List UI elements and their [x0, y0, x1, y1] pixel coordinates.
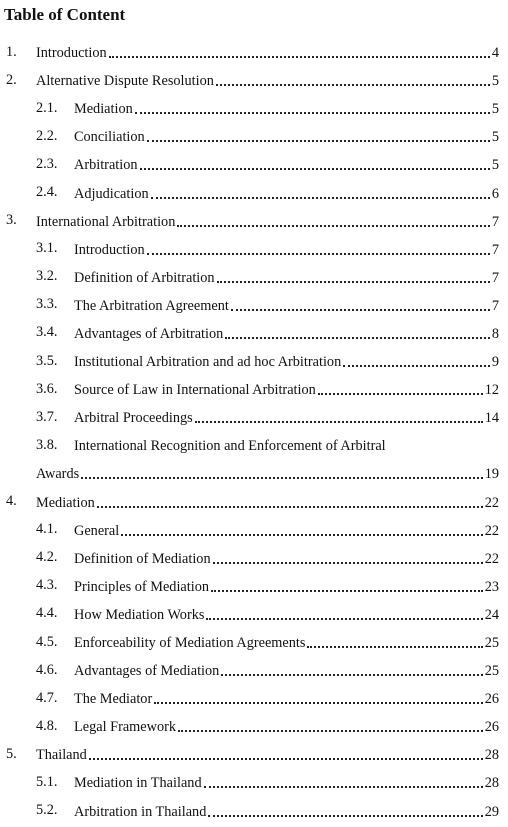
toc-entry-title[interactable]: Source of Law in International Arbitration [74, 382, 316, 399]
dot-leader [216, 84, 490, 86]
toc-entry-line [74, 548, 499, 568]
toc-entry-title[interactable]: Awards [36, 466, 80, 483]
toc-entry-page: 23 [484, 578, 499, 595]
toc-entry-page: 4 [491, 45, 499, 62]
toc-entry-title[interactable]: General [74, 522, 120, 539]
toc-entry-title[interactable]: The Arbitration Agreement [74, 297, 229, 314]
toc-entry-title[interactable]: Arbitral Proceedings [74, 410, 193, 427]
toc-entry[interactable] [0, 572, 508, 600]
toc-entry-title[interactable]: Legal Framework [74, 719, 177, 736]
toc-entry-title[interactable]: Advantages of Arbitration [74, 325, 224, 342]
toc-entry-number: 3. [6, 212, 17, 229]
toc-entry-line [74, 98, 499, 118]
dot-leader [208, 815, 482, 817]
toc-entry-line [36, 211, 499, 231]
toc-entry-line [74, 716, 499, 736]
toc-entry-line [74, 520, 499, 540]
toc-entry-page: 26 [484, 691, 499, 708]
dot-leader [307, 646, 482, 648]
dot-leader [195, 421, 483, 423]
dot-leader [109, 56, 490, 58]
toc-entry-line [74, 267, 499, 287]
toc-entry-page: 25 [484, 635, 499, 652]
dot-leader [206, 618, 482, 620]
toc-entry[interactable] [0, 459, 508, 487]
toc-entry-title[interactable]: How Mediation Works [74, 606, 205, 623]
toc-entry-line [74, 183, 499, 203]
toc-entry[interactable] [0, 600, 508, 628]
dot-leader [140, 168, 490, 170]
toc-entry-number: 3.1. [36, 240, 58, 257]
toc-entry-number: 1. [6, 43, 17, 60]
toc-entry-title[interactable]: Principles of Mediation [74, 578, 210, 595]
toc-entry-line [74, 295, 499, 315]
toc-entry-number: 4. [6, 493, 17, 510]
toc-entry[interactable] [0, 375, 508, 403]
toc-entry-number: 2.4. [36, 184, 58, 201]
dot-leader [343, 365, 490, 367]
dot-leader [135, 112, 490, 114]
toc-entry-line [74, 407, 499, 427]
toc-entry-page: 22 [484, 494, 499, 511]
toc-entry-title[interactable]: Mediation in Thailand [74, 775, 202, 792]
toc-entry[interactable] [0, 150, 508, 178]
toc-entry-title[interactable]: Arbitration [74, 157, 138, 174]
dot-leader [213, 562, 483, 564]
toc-entry-line [74, 323, 499, 343]
dot-leader [178, 730, 483, 732]
toc-entry-title[interactable]: The Mediator [74, 691, 153, 708]
dot-leader [147, 253, 490, 255]
dot-leader [221, 674, 482, 676]
toc-entry-line [74, 351, 499, 371]
dot-leader [89, 758, 483, 760]
toc-entry-title[interactable]: Conciliation [74, 129, 145, 146]
toc-entry-page: 7 [491, 213, 499, 230]
toc-entry-page: 7 [491, 269, 499, 286]
toc-entry[interactable] [0, 740, 508, 768]
toc-entry-page: 22 [484, 522, 499, 539]
toc-entry-line [74, 126, 499, 146]
dot-leader [231, 309, 490, 311]
toc-entry-page: 7 [491, 297, 499, 314]
toc-entry-number: 4.4. [36, 605, 58, 622]
toc-entry-page: 28 [484, 747, 499, 764]
toc-entry-number: 4.7. [36, 689, 58, 706]
toc-entry[interactable] [0, 207, 508, 235]
toc-entry-page: 19 [484, 466, 499, 483]
dot-leader [177, 225, 489, 227]
toc-entry-number: 5. [6, 745, 17, 762]
toc-entry-number: 2. [6, 71, 17, 88]
toc-entry-page: 5 [491, 73, 499, 90]
toc-entry-number: 3.2. [36, 268, 58, 285]
toc-entry-page: 6 [491, 185, 499, 202]
toc-entry-page: 29 [484, 803, 499, 820]
toc-entry[interactable] [0, 291, 508, 319]
toc-entry-title[interactable]: Alternative Dispute Resolution [36, 73, 214, 90]
toc-entry-title[interactable]: Mediation [74, 101, 133, 118]
toc-entry-title[interactable]: International Recognition and Enforcement of Arbitral [74, 438, 386, 455]
toc-entry-title[interactable]: Institutional Arbitration and ad hoc Arbitration [74, 354, 342, 371]
toc-entry[interactable] [0, 347, 508, 375]
toc-entry[interactable] [0, 178, 508, 206]
toc-entry[interactable] [0, 235, 508, 263]
toc-entry-title[interactable]: Adjudication [74, 185, 149, 202]
toc-entry-line [36, 492, 499, 512]
toc-entry[interactable] [0, 516, 508, 544]
toc-entry[interactable] [0, 403, 508, 431]
toc-entry[interactable] [0, 38, 508, 66]
toc-entry-page: 9 [491, 354, 499, 371]
toc-entry-page: 24 [484, 606, 499, 623]
toc-entry-line [74, 239, 499, 259]
toc-entry-line [74, 435, 499, 455]
toc-entry-title[interactable]: Definition of Arbitration [74, 269, 215, 286]
toc-entry[interactable] [0, 544, 508, 572]
toc-entry-page: 5 [491, 101, 499, 118]
toc-entry-page: 7 [491, 241, 499, 258]
toc-entry-line [74, 604, 499, 624]
toc-entry[interactable] [0, 94, 508, 122]
toc-entry[interactable] [0, 319, 508, 347]
toc-entry-page: 5 [491, 129, 499, 146]
dot-leader [225, 337, 490, 339]
toc-entry-number: 4.8. [36, 717, 58, 734]
toc-entry-line [36, 744, 499, 764]
page-title: Table of Content [4, 5, 126, 24]
toc-entry-number: 4.5. [36, 633, 58, 650]
toc-entry-title[interactable]: Arbitration in Thailand [74, 803, 207, 820]
toc-entry-line [74, 772, 499, 792]
dot-leader [217, 281, 490, 283]
toc-entry-page: 5 [491, 157, 499, 174]
toc-entry-line [36, 463, 499, 483]
toc-entry-number: 4.2. [36, 549, 58, 566]
toc-entry-number: 5.2. [36, 802, 58, 819]
toc-entry-number: 3.5. [36, 352, 58, 369]
toc-entry-page: 28 [484, 775, 499, 792]
dot-leader [97, 506, 483, 508]
toc-entry-number: 2.2. [36, 127, 58, 144]
dot-leader [154, 702, 482, 704]
toc-entry[interactable] [0, 712, 508, 740]
dot-leader [81, 477, 483, 479]
toc-entry-page: 26 [484, 719, 499, 736]
toc-entry-title[interactable]: Enforceability of Mediation Agreements [74, 635, 306, 652]
toc-entry-number: 2.1. [36, 99, 58, 116]
toc-entry[interactable] [0, 431, 508, 459]
dot-leader [121, 534, 482, 536]
dot-leader [211, 590, 483, 592]
toc-entry-title[interactable]: Definition of Mediation [74, 550, 211, 567]
toc-entry-page: 25 [484, 663, 499, 680]
toc-entry-number: 4.6. [36, 661, 58, 678]
toc-entry-page: 8 [491, 325, 499, 342]
toc-entry-line [74, 379, 499, 399]
table-of-contents [0, 38, 508, 825]
toc-entry-number: 3.8. [36, 436, 58, 453]
toc-entry[interactable] [0, 797, 508, 825]
toc-entry[interactable] [0, 122, 508, 150]
toc-entry[interactable] [0, 656, 508, 684]
dot-leader [147, 140, 490, 142]
toc-entry-title[interactable]: Advantages of Mediation [74, 663, 220, 680]
toc-entry-number: 3.6. [36, 380, 58, 397]
dot-leader [318, 393, 483, 395]
toc-entry-line [74, 154, 499, 174]
toc-entry[interactable] [0, 488, 508, 516]
toc-entry-line [74, 688, 499, 708]
toc-entry-title[interactable]: Thailand [36, 747, 87, 764]
toc-entry[interactable] [0, 66, 508, 94]
toc-entry-page: 14 [484, 410, 499, 427]
toc-entry-number: 5.1. [36, 773, 58, 790]
toc-entry-number: 3.7. [36, 408, 58, 425]
toc-entry-title[interactable]: Mediation [36, 494, 95, 511]
toc-entry-number: 2.3. [36, 155, 58, 172]
toc-entry-number: 3.4. [36, 324, 58, 341]
toc-entry-line [36, 70, 499, 90]
toc-entry-number: 4.3. [36, 577, 58, 594]
dot-leader [204, 786, 483, 788]
toc-entry-title[interactable]: International Arbitration [36, 213, 176, 230]
toc-entry[interactable] [0, 263, 508, 291]
toc-entry-line [74, 660, 499, 680]
toc-entry-line [36, 42, 499, 62]
toc-entry-page: 12 [484, 382, 499, 399]
toc-entry-title[interactable]: Introduction [74, 241, 145, 258]
toc-entry-number: 4.1. [36, 521, 58, 538]
toc-entry[interactable] [0, 628, 508, 656]
toc-entry-line [74, 632, 499, 652]
toc-entry-line [74, 801, 499, 821]
toc-entry-title[interactable]: Introduction [36, 45, 107, 62]
toc-entry-line [74, 576, 499, 596]
toc-entry-number: 3.3. [36, 296, 58, 313]
dot-leader [151, 197, 490, 199]
toc-entry[interactable] [0, 684, 508, 712]
toc-entry-page: 22 [484, 550, 499, 567]
toc-entry[interactable] [0, 768, 508, 796]
